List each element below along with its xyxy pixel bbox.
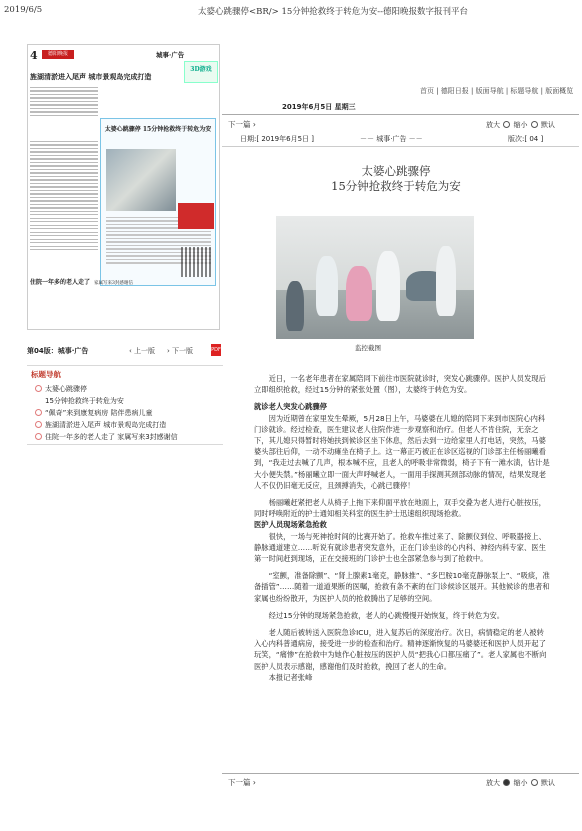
zoom-in-button[interactable]: 放大 — [486, 121, 500, 129]
page-thumbnail[interactable] — [27, 44, 220, 330]
divider — [222, 114, 579, 115]
prev-page-link[interactable]: ‹ 上一版 — [129, 347, 156, 355]
thumb-headline-top[interactable]: 旌湖清淤进入尾声 城市景观岛完成打造 — [30, 72, 152, 81]
article-paragraph: 很快，一场与死神抢时间的比赛开始了。抢救车推过来了、除颤仪到位、呼吸器接上、静脉通道建立……听说有就诊患者突发意外，正在门诊坐诊的心内科、神经内科专家、医生第一时间赶到现场，正在交接班的门诊护士也全部紧急参与到了抢救中。 — [254, 531, 546, 564]
article-byline: 本报记者张峰 — [268, 672, 313, 682]
article-paragraph: 杨丽曦赶紧把老人从椅子上拖下来仰面平放在地面上，双手交叠为老人进行心脏按压，同时呼唤附近的护士通知相关科室的医生护士迅速组织现场抢救。 — [254, 498, 546, 519]
thumb-brand-logo: 德阳晚报 — [42, 50, 74, 59]
page-bar — [27, 344, 223, 358]
thumb-page-number: 4 — [30, 49, 38, 62]
thumb-box-title: 太婆心跳骤停 15分钟抢救终于转危为安 — [104, 126, 212, 133]
zoom-controls-bottom — [486, 778, 555, 788]
nav-item[interactable]: 住院一年多的老人走了 家属写来3封感谢信 — [35, 431, 178, 443]
thumb-footer-sub: 家属写来3封感谢信 — [94, 281, 133, 286]
next-page-link[interactable]: › 下一版 — [167, 347, 194, 355]
bullet-icon — [35, 409, 42, 416]
bullet-icon — [35, 385, 42, 392]
next-article-link[interactable]: 下一篇 › — [228, 120, 256, 129]
zoom-in-button[interactable]: 放大 — [486, 779, 500, 787]
nav-item[interactable]: “佩奇”来到康复病房 陪伴患病儿童 — [35, 407, 178, 419]
print-title: 太婆心跳骤停<BR/> 15分钟抢救终于转危为安--德阳晚报数字报刊平台 — [198, 7, 469, 17]
nav-item[interactable]: 旌湖清淤进入尾声 城市景观岛完成打造 — [35, 419, 178, 431]
thumb-box-photo — [106, 149, 176, 211]
thumb-ad[interactable] — [184, 61, 218, 83]
thumb-red-ad — [178, 203, 214, 229]
article-paragraph: 老人随后被转送入医院急诊ICU，进入复苏后的深度治疗。次日，病情稳定的老人被转入心内科普通病房，接受进一步的检查和治疗。精神逐渐恢复的马婆婆还和医护人员开起了玩笑，“痛惨”在抢救中为她作心脏按压的医护人员“把我心口都压痛了”。老人家属也不断向医护人员表示感谢，感谢他们及时抢救，挽回了老人的生命。 — [254, 628, 547, 671]
issue-date: 日期:[ 2019年6月5日 ] — [240, 135, 314, 143]
pdf-icon[interactable]: PDF — [211, 344, 221, 356]
thumb-qr-code — [181, 247, 211, 277]
date-line: 2019年6月5日 星期三 — [282, 103, 356, 111]
thumb-ad-title: 3D游戏 — [190, 66, 212, 73]
thumb-section: 城事·广告 — [156, 51, 185, 59]
thumb-text-lines-2 — [30, 141, 98, 253]
article-paragraph: “室颤，准备除颤”、“肾上腺素1毫克，静脉推”、“多巴胺10毫克静脉泵上”、“吸痰，准备插管”……随着一道道果断的医嘱，抢救有条不紊的在门诊候诊区展开。其他候诊的患者和家属也纷纷散开，为医护人员的抢救腾出了足够的空间。 — [254, 571, 550, 603]
top-links[interactable]: 首页 | 德阳日报 | 版面导航 | 标题导航 | 版面概览 — [420, 87, 574, 95]
thumb-footer-title: 住院一年多的老人走了 — [30, 279, 91, 286]
article-headline — [240, 164, 552, 194]
divider — [222, 146, 579, 147]
shrink-radio-icon[interactable] — [531, 779, 538, 786]
zoom-out-button[interactable]: 缩小 — [513, 121, 528, 129]
nav-item[interactable]: 太婆心跳骤停 — [35, 383, 178, 395]
nav-heading: 标题导航 — [31, 370, 61, 379]
article-paragraph: 近日，一名老年患者在家属陪同下前往市医院就诊时，突发心跳骤停。医护人员发现后立即组织抢救，经过15分钟的紧张处置（图），太婆终于转危为安。 — [254, 374, 546, 395]
nav-list — [35, 383, 178, 443]
page-label: 第04版：城事·广告 — [27, 347, 89, 355]
default-size-button[interactable]: 默认 — [540, 779, 555, 787]
title-navigation — [27, 365, 223, 445]
headline-line-2: 15分钟抢救终于转危为安 — [331, 179, 461, 193]
issue-section: －－ 城事·广告 －－ — [360, 135, 423, 143]
zoom-radio-icon[interactable] — [503, 121, 510, 128]
nav-item-sub[interactable]: 15分钟抢救终于转危为安 — [45, 397, 124, 405]
bullet-icon — [35, 433, 42, 440]
divider — [222, 773, 579, 774]
thumb-text-lines — [30, 87, 98, 118]
article-paragraph: 经过15分钟的现场紧急抢救，老人的心跳慢慢开始恢复，终于转危为安。 — [268, 610, 505, 620]
article-subheading: 就诊老人突发心跳骤停 — [254, 402, 327, 412]
bullet-icon — [35, 421, 42, 428]
article-photo — [276, 216, 474, 339]
shrink-radio-icon[interactable] — [531, 121, 538, 128]
issue-edition: 版次:[ 04 ] — [508, 135, 544, 143]
article-paragraph: 因为近期曾在家里发生晕厥，5月28日上午，马婆婆在儿媳的陪同下来到市医院心内科门诊就诊。经过检查，医生建议老人住院作进一步观察和治疗。但老人不肯住院，无奈之下，其儿媳只得暂时将她扶到候诊区坐下休息，然后去到一边给家里人打电话，突然，马婆婆头部往后仰，一动不动瘫坐在椅子上。这一幕正巧被正在诊区巡视的门诊部主任杨丽曦看到，“我走过去喊了几声，根本喊不应，且老人的呼吸非常微弱，椅子下有一滩水渍，估计是大小便失禁。”杨丽曦立即一面大声呼喊老人，一面用手探测其颈部动脉的情况，结果发现老人不仅仍旧毫无反应，且颈搏消失，心跳已骤停！ — [254, 413, 550, 490]
zoom-controls — [486, 120, 555, 130]
default-size-button[interactable]: 默认 — [540, 121, 555, 129]
thumb-article-box[interactable] — [100, 118, 216, 286]
print-date: 2019/6/5 — [4, 5, 43, 15]
zoom-radio-icon[interactable] — [503, 779, 510, 786]
photo-caption: 监控截图 — [355, 344, 381, 352]
thumb-footer-headline[interactable] — [30, 277, 133, 286]
article-subheading: 医护人员现场紧急抢救 — [254, 520, 327, 530]
headline-line-1: 太婆心跳骤停 — [361, 164, 431, 178]
article-body — [254, 373, 550, 689]
next-article-link-bottom[interactable]: 下一篇 › — [228, 778, 256, 787]
print-header — [0, 0, 582, 20]
zoom-out-button[interactable]: 缩小 — [513, 779, 528, 787]
